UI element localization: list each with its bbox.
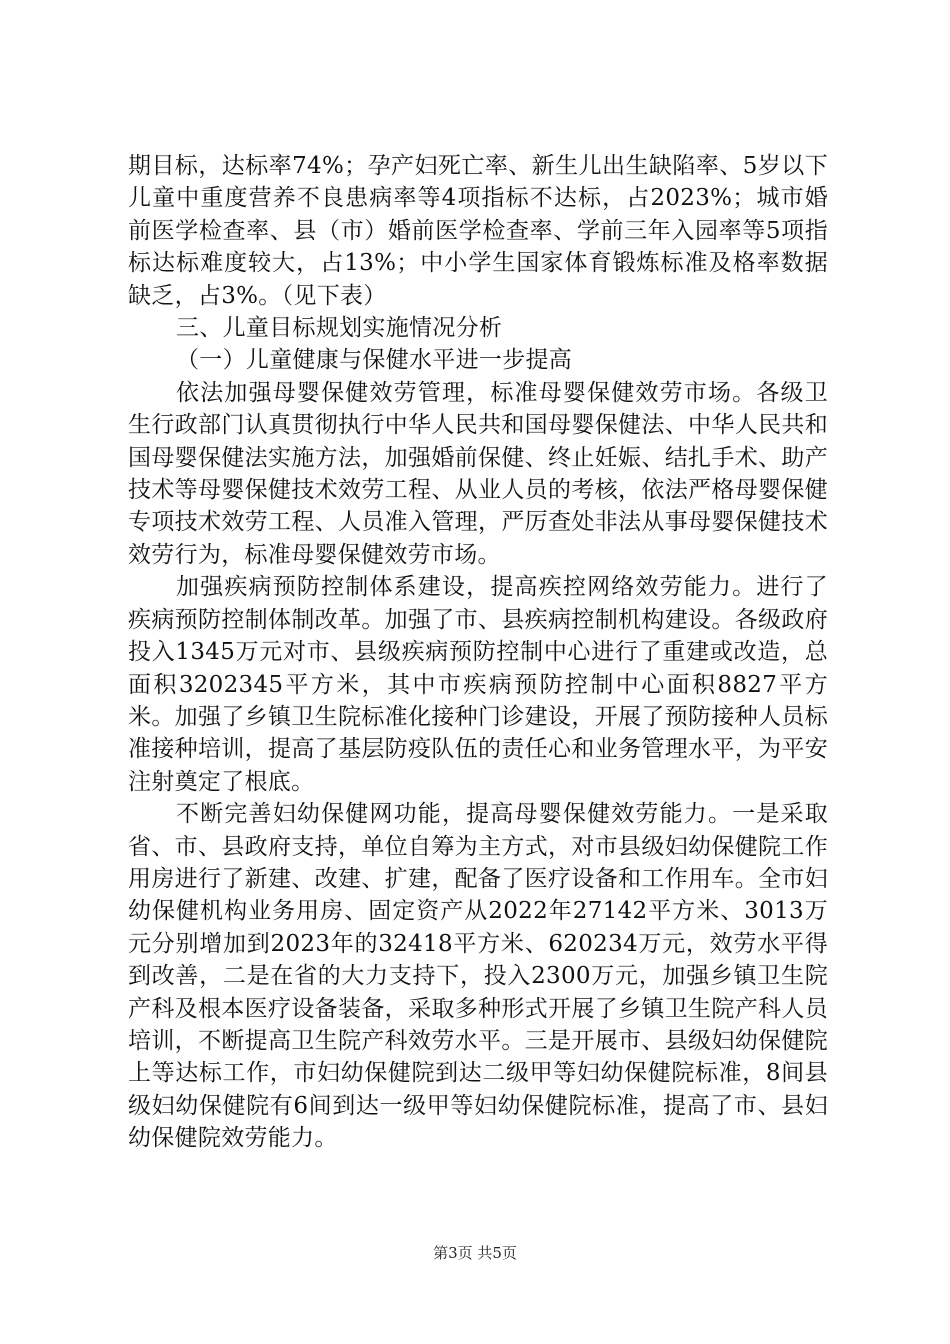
document-body [128,150,828,1155]
paragraph-disease-control: 加强疾病预防控制体系建设，提高疾控网络效劳能力。进行了疾病预防控制体制改革。加强了市、县疾病控制机构建设。各级政府投入1345万元对市、县级疾病预防控制中心进行了重建或改造，总面积3202345平方米，其中市疾病预防控制中心面积8827平方米。加强了乡镇卫生院标准化接种门诊建设，开展了预防接种人员标准接种培训，提高了基层防疫队伍的责任心和业务管理水平，为平安注射奠定了根底。 [128,574,828,795]
subsection-heading: （一）儿童健康与保健水平进一步提高 [176,347,573,374]
page-number-footer: 第3页 共5页 [433,1244,517,1262]
section-heading: 三、儿童目标规划实施情况分析 [176,315,503,342]
paragraph-maternal-health-network: 不断完善妇幼保健网功能，提高母婴保健效劳能力。一是采取省、市、县政府支持，单位自筹为主方式，对市县级妇幼保健院工作用房进行了新建、改建、扩建，配备了医疗设备和工作用车。全市妇幼保健机构业务用房、固定资产从2022年27142平方米、3013万元分别增加到2023年的32418平方米、620234万元，效劳水平得到改善，二是在省的大力支持下，投入2300万元，加强乡镇卫生院产科及根本医疗设备装备，采取多种形式开展了乡镇卫生院产科人员培训，不断提高卫生院产科效劳水平。三是开展市、县级妇幼保健院上等达标工作，市妇幼保健院到达二级甲等妇幼保健院标准，8间县级妇幼保健院有6间到达一级甲等妇幼保健院标准，提高了市、县妇幼保健院效劳能力。 [128,801,828,1152]
paragraph-maternal-services: 依法加强母婴保健效劳管理，标准母婴保健效劳市场。各级卫生行政部门认真贯彻执行中华人民共和国母婴保健法、中华人民共和国母婴保健法实施方法，加强婚前保健、终止妊娠、结扎手术、助产技术等母婴保健技术效劳工程、从业人员的考核，依法严格母婴保健专项技术效劳工程、人员准入管理，严厉查处非法从事母婴保健技术效劳行为，标准母婴保健效劳市场。 [128,379,828,568]
paragraph-continuation: 期目标，达标率74%；孕产妇死亡率、新生儿出生缺陷率、5岁以下儿童中重度营养不良患病率等4项指标不达标，占2023%；城市婚前医学检查率、县（市）婚前医学检查率、学前三年入园率等5项指标达标难度较大，占13%；中小学生国家体育锻炼标准及格率数据缺乏，占3%。（见下表） [128,153,828,309]
